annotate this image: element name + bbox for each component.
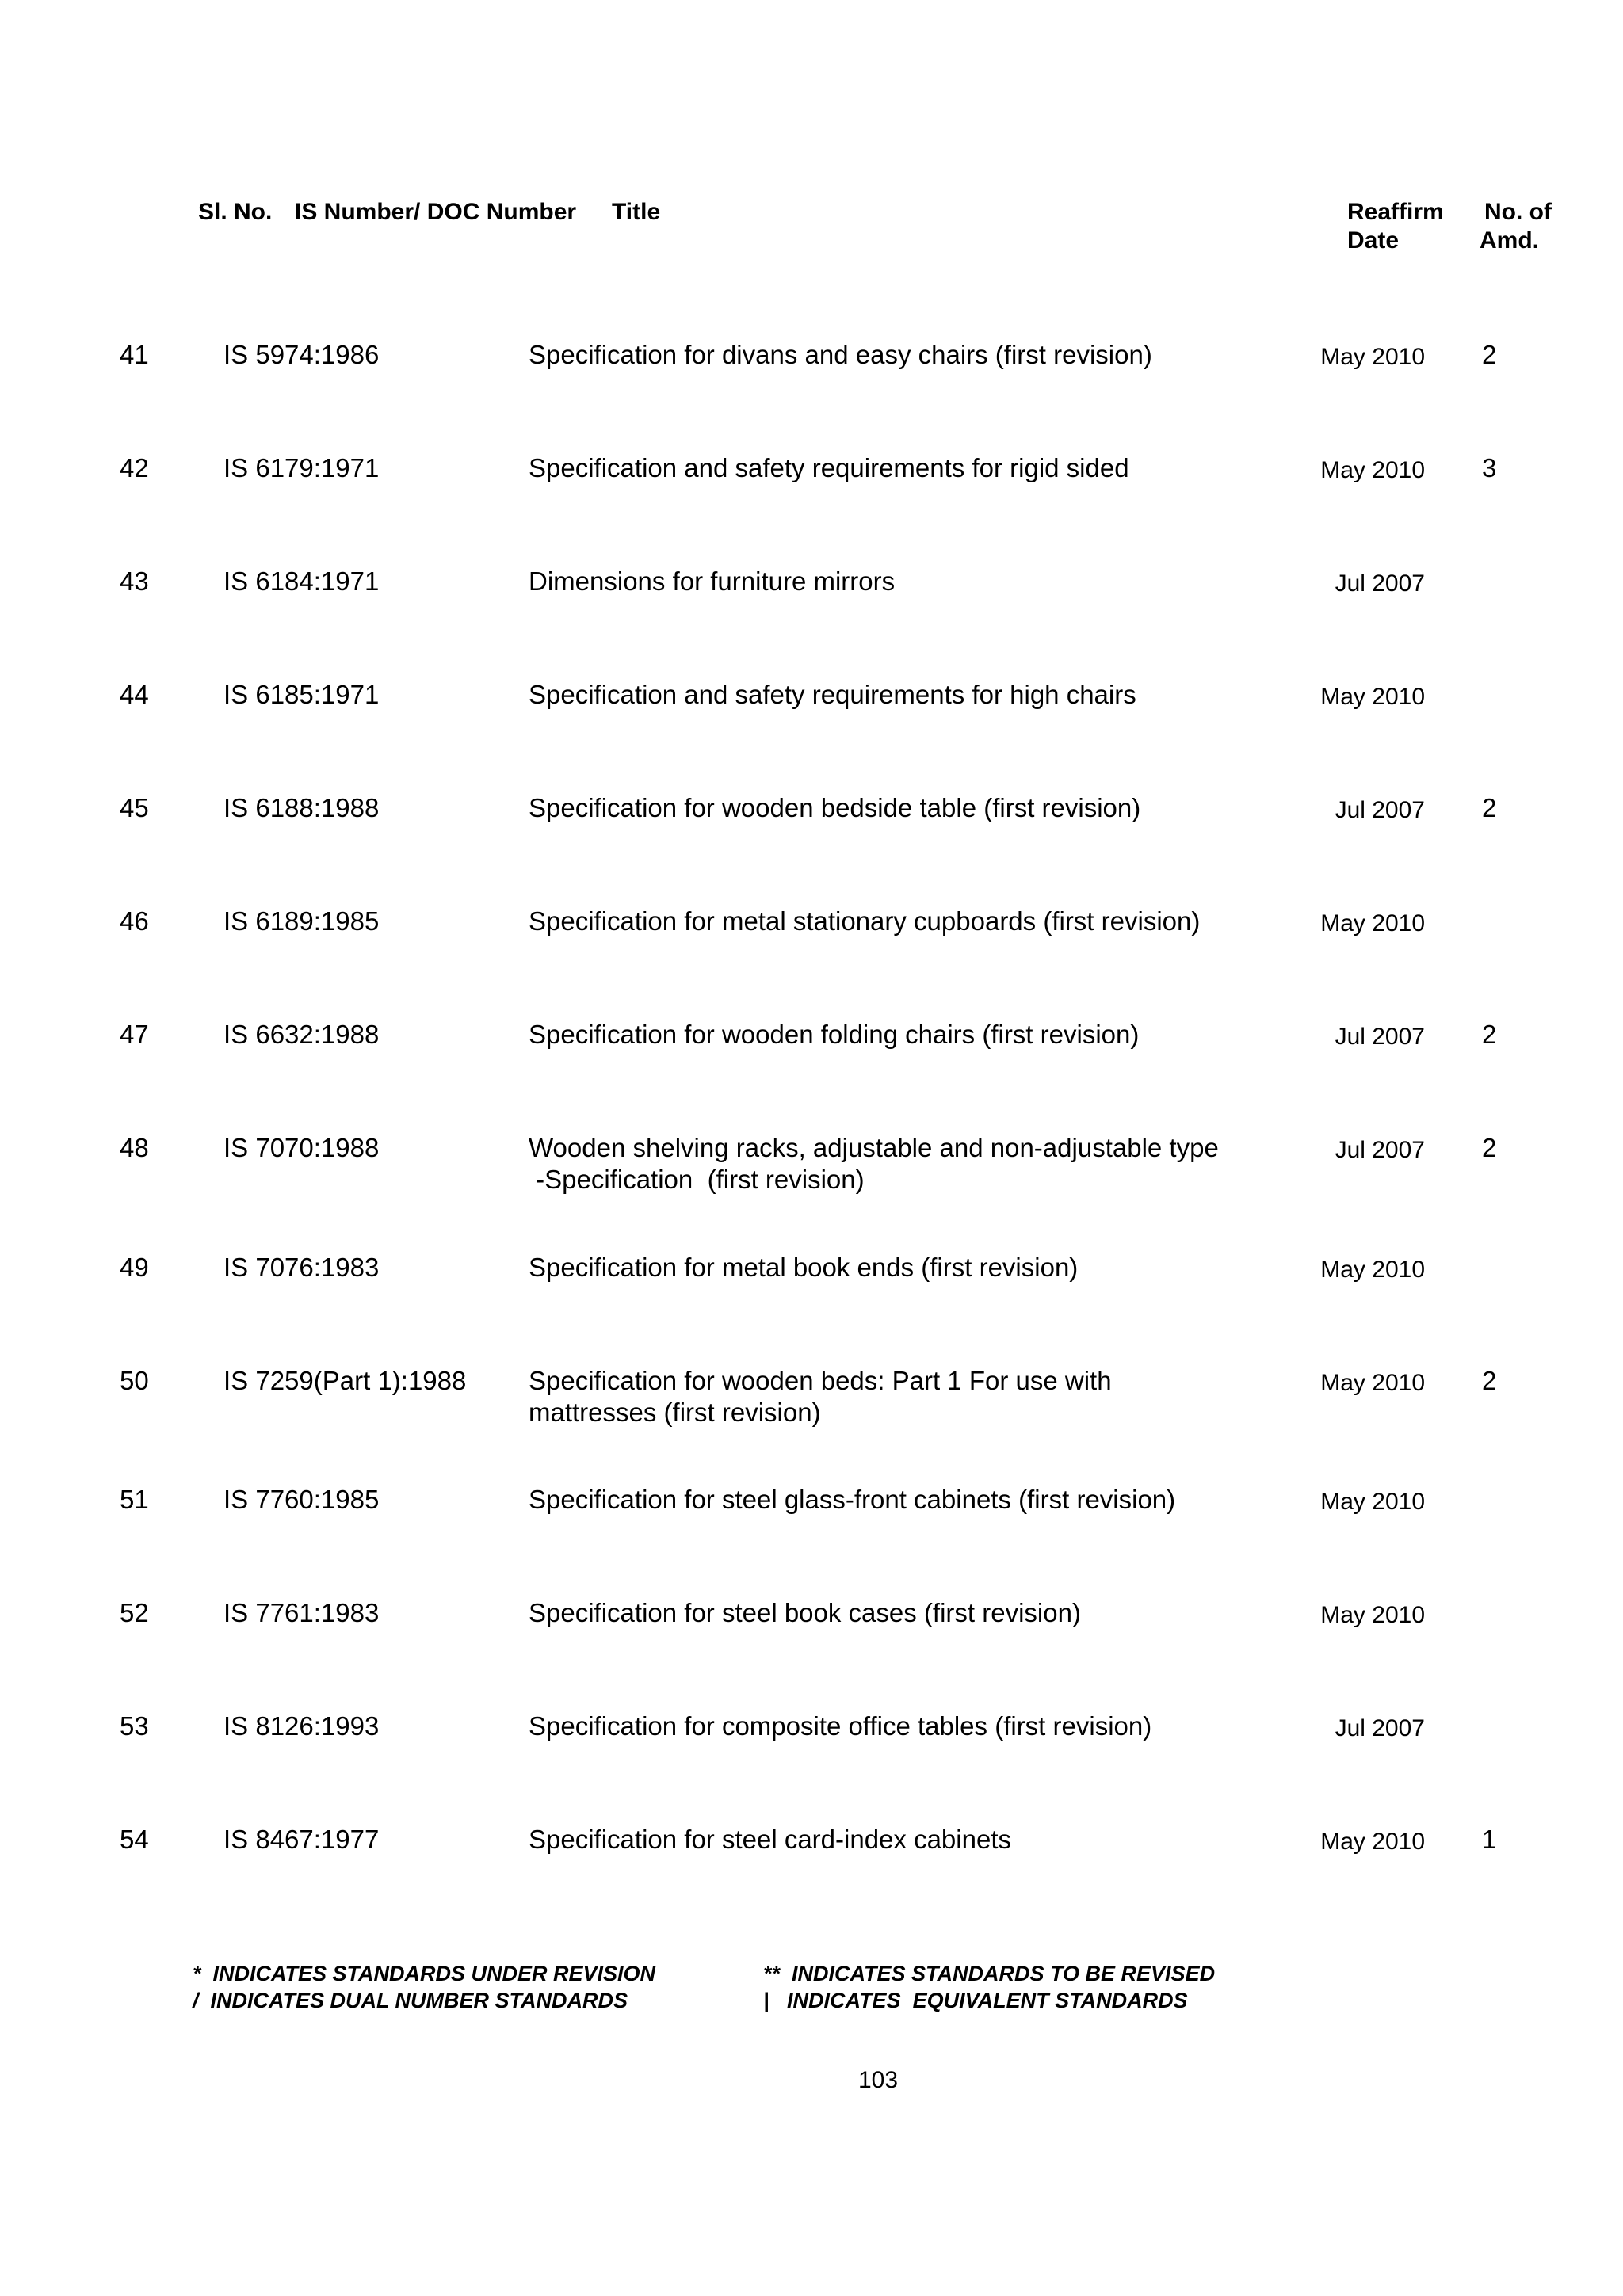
row-amd-count: 2: [1482, 793, 1497, 822]
row-title: [529, 1252, 1266, 1283]
table-row: [0, 566, 1623, 629]
row-amd-count: 3: [1482, 453, 1497, 482]
header-reaffirm-date: Date: [1347, 227, 1400, 254]
row-is-number: IS 7761:1983: [223, 1598, 380, 1627]
row-reaffirm-date: May 2010: [1320, 1257, 1425, 1283]
row-title-line1: Specification and safety requirements for high chairs: [529, 680, 1136, 709]
table-row: [0, 1019, 1623, 1082]
row-title: [529, 906, 1266, 937]
row-title-line1: Specification for metal stationary cupboards (first revision): [529, 906, 1201, 936]
row-sl-no: 49: [120, 1253, 149, 1282]
row-sl-no: 54: [120, 1825, 149, 1854]
row-reaffirm-date: Jul 2007: [1335, 1137, 1425, 1163]
table-row: [0, 906, 1623, 969]
row-amd-count: 2: [1482, 1366, 1497, 1395]
row-title: [529, 1365, 1266, 1428]
row-title: [529, 679, 1266, 711]
row-is-number: IS 6179:1971: [223, 453, 380, 482]
footnote-equivalent: | INDICATES EQUIVALENT STANDARDS: [763, 1989, 1188, 2012]
row-sl-no: 44: [120, 680, 149, 709]
header-no-of: No. of: [1484, 199, 1552, 225]
row-title: [529, 1132, 1266, 1196]
row-is-number: IS 5974:1986: [223, 340, 380, 369]
row-reaffirm-date: May 2010: [1320, 910, 1425, 936]
row-title: [529, 566, 1266, 597]
row-reaffirm-date: May 2010: [1320, 457, 1425, 483]
row-title: [529, 452, 1266, 484]
row-title: [529, 339, 1266, 371]
row-title: [529, 1597, 1266, 1629]
row-sl-no: 52: [120, 1598, 149, 1627]
row-reaffirm-date: May 2010: [1320, 1829, 1425, 1855]
table-row: [0, 792, 1623, 856]
row-title-line1: Dimensions for furniture mirrors: [529, 566, 896, 596]
row-sl-no: 51: [120, 1485, 149, 1514]
row-reaffirm-date: Jul 2007: [1335, 797, 1425, 823]
row-reaffirm-date: Jul 2007: [1335, 1024, 1425, 1050]
table-row: [0, 1711, 1623, 1774]
table-row: [0, 1252, 1623, 1315]
row-title: [529, 1484, 1266, 1516]
table-row: [0, 1597, 1623, 1661]
row-title: [529, 1711, 1266, 1742]
table-row: [0, 679, 1623, 742]
row-sl-no: 45: [120, 793, 149, 822]
row-sl-no: 50: [120, 1366, 149, 1395]
row-sl-no: 47: [120, 1020, 149, 1049]
row-title-line1: Specification for steel card-index cabinets: [529, 1825, 1011, 1854]
row-reaffirm-date: Jul 2007: [1335, 1715, 1425, 1741]
row-is-number: IS 7070:1988: [223, 1133, 380, 1162]
header-amd: Amd.: [1480, 227, 1539, 254]
row-amd-count: 1: [1482, 1825, 1497, 1854]
table-row: [0, 452, 1623, 516]
row-reaffirm-date: May 2010: [1320, 344, 1425, 370]
row-reaffirm-date: May 2010: [1320, 1370, 1425, 1396]
row-is-number: IS 7760:1985: [223, 1485, 380, 1514]
header-reaffirm: Reaffirm: [1347, 199, 1444, 225]
row-sl-no: 43: [120, 566, 149, 596]
row-reaffirm-date: Jul 2007: [1335, 570, 1425, 597]
row-sl-no: 42: [120, 453, 149, 482]
row-amd-count: 2: [1482, 340, 1497, 369]
table-row: [0, 339, 1623, 402]
table-row: [0, 1132, 1623, 1196]
row-title-line1: Specification for steel glass-front cabinets (first revision): [529, 1485, 1176, 1514]
row-reaffirm-date: May 2010: [1320, 1489, 1425, 1515]
row-title-line1: Specification for steel book cases (first revision): [529, 1598, 1081, 1627]
legend-footnotes: [0, 1960, 1623, 2023]
row-title-line1: Specification for wooden beds: Part 1 For use with: [529, 1366, 1112, 1395]
header-title: Title: [612, 199, 661, 225]
row-title-line1: Specification for composite office tables (first revision): [529, 1711, 1152, 1741]
row-title-line1: Specification for wooden bedside table (first revision): [529, 793, 1141, 822]
row-amd-count: 2: [1482, 1133, 1497, 1162]
row-amd-count: 2: [1482, 1020, 1497, 1049]
page-number: 103: [858, 2067, 899, 2093]
table-row: [0, 1365, 1623, 1428]
row-title: [529, 1824, 1266, 1855]
footnote-under-revision: * INDICATES STANDARDS UNDER REVISION: [193, 1962, 656, 1985]
footnote-dual-number: / INDICATES DUAL NUMBER STANDARDS: [193, 1989, 628, 2012]
row-is-number: IS 6184:1971: [223, 566, 380, 596]
row-sl-no: 48: [120, 1133, 149, 1162]
row-title-line1: Specification for metal book ends (first revision): [529, 1253, 1079, 1282]
row-title: [529, 1019, 1266, 1051]
row-title-line1: Specification for wooden folding chairs (first revision): [529, 1020, 1140, 1049]
row-title-line1: Wooden shelving racks, adjustable and non-adjustable type: [529, 1133, 1219, 1162]
row-is-number: IS 8467:1977: [223, 1825, 380, 1854]
row-title-line1: Specification and safety requirements for rigid sided: [529, 453, 1129, 482]
row-title: [529, 792, 1266, 824]
row-title-line2: mattresses (first revision): [529, 1398, 821, 1427]
row-is-number: IS 7076:1983: [223, 1253, 380, 1282]
row-sl-no: 53: [120, 1711, 149, 1741]
row-sl-no: 46: [120, 906, 149, 936]
row-reaffirm-date: May 2010: [1320, 1602, 1425, 1628]
row-is-number: IS 7259(Part 1):1988: [223, 1366, 467, 1395]
row-reaffirm-date: May 2010: [1320, 684, 1425, 710]
header-is-number: IS Number/ DOC Number: [295, 199, 577, 225]
footnote-to-be-revised: ** INDICATES STANDARDS TO BE REVISED: [763, 1962, 1216, 1985]
table-row: [0, 1484, 1623, 1547]
row-is-number: IS 6185:1971: [223, 680, 380, 709]
row-is-number: IS 6188:1988: [223, 793, 380, 822]
header-sl-no: Sl. No.: [198, 199, 273, 225]
row-is-number: IS 6632:1988: [223, 1020, 380, 1049]
row-title-line1: Specification for divans and easy chairs (first revision): [529, 340, 1152, 369]
row-sl-no: 41: [120, 340, 149, 369]
row-is-number: IS 6189:1985: [223, 906, 380, 936]
table-row: [0, 1824, 1623, 1887]
row-is-number: IS 8126:1993: [223, 1711, 380, 1741]
row-title-line2: -Specification (first revision): [529, 1165, 865, 1194]
